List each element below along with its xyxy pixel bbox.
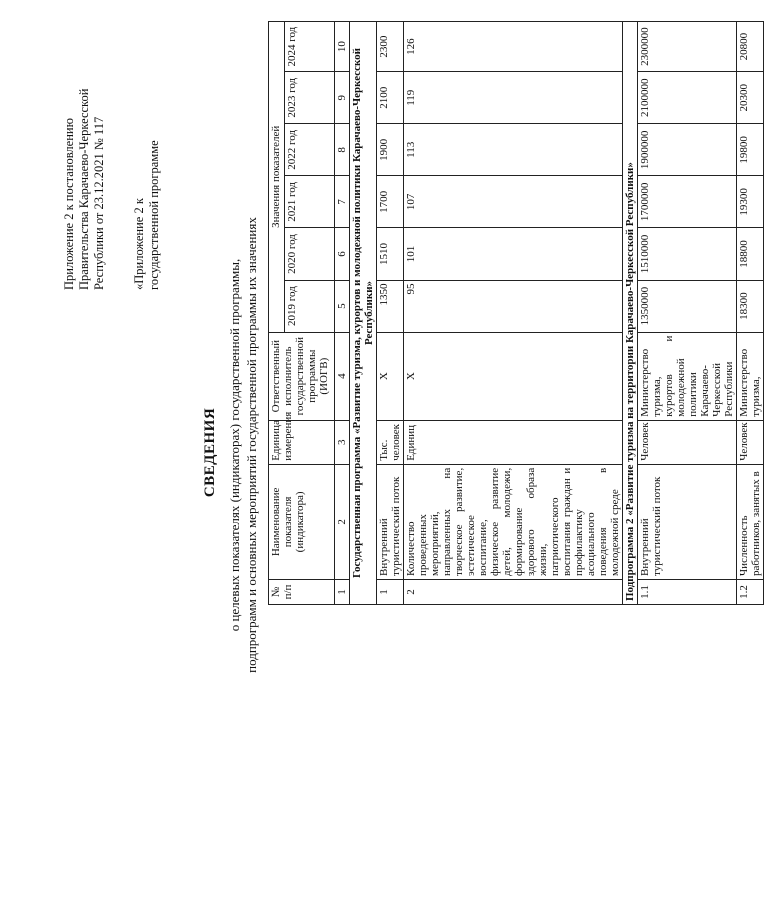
row-resp: Х	[377, 332, 404, 420]
section-program-title: Государственная программа «Развитие туризма, курортов и молодежной политики Карачаево-Черкесской Республики»	[350, 22, 377, 605]
row-value: 107	[404, 176, 623, 228]
row-value: 2100	[377, 72, 404, 124]
row-value: 126	[404, 22, 623, 72]
row-value: 101	[404, 228, 623, 280]
row-value: 1900000	[638, 124, 737, 176]
colnum: 9	[335, 72, 350, 124]
colnum: 5	[335, 280, 350, 332]
table-row	[404, 22, 623, 605]
row-name: Количество проведенных мероприятий, направленных на творческое развитие, эстетическое воспитание, физическое развитие детей, молодежи, формирование здорового образа жизни, патриотического воспитания граждан и профилактику асоциального поведения в молодежной среде	[404, 464, 623, 579]
annex-note	[132, 60, 162, 290]
row-value: 1700	[377, 176, 404, 228]
row-value: 1510	[377, 228, 404, 280]
approval-line-3: Республики от 23.12.2021 № 117	[92, 116, 106, 290]
colnum: 2	[335, 464, 350, 579]
colnum: 6	[335, 228, 350, 280]
row-resp: Х	[404, 332, 623, 420]
table-colnum-row	[335, 22, 350, 605]
row-num: 1.2	[737, 579, 764, 604]
row-resp: Министерство туризма, курортов и молодежной политики Карачаево-Черкесской Республики	[638, 332, 737, 420]
annex-line-1: «Приложение 2 к	[132, 198, 146, 290]
table-row	[737, 22, 764, 605]
approval-line-2: Правительства Карачаево-Черкесской	[77, 88, 91, 290]
row-value: 1510000	[638, 228, 737, 280]
row-value: 19300	[737, 176, 764, 228]
row-name: Внутренний туристический поток	[638, 464, 737, 579]
row-value: 1900	[377, 124, 404, 176]
colnum: 1	[335, 579, 350, 604]
year-header: 2019 год	[285, 280, 335, 332]
colnum: 7	[335, 176, 350, 228]
row-num: 1.1	[638, 579, 737, 604]
row-num: 2	[404, 579, 623, 604]
table-header-row	[269, 22, 285, 605]
row-value: 95	[404, 280, 623, 332]
section-subprogram-title: Подпрограмма 2 «Развитие туризма на территории Карачаево-Черкесской Республики»	[623, 22, 638, 605]
approval-line-1: Приложение 2 к постановлению	[62, 118, 76, 290]
row-value: 1700000	[638, 176, 737, 228]
subtitle-line-1: о целевых показателях (индикаторах) государственной программы,	[227, 258, 242, 632]
colnum: 3	[335, 420, 350, 464]
header-num: № п/п	[269, 579, 335, 604]
row-unit: Тыс. человек	[377, 420, 404, 464]
year-header: 2020 год	[285, 228, 335, 280]
year-header: 2023 год	[285, 72, 335, 124]
colnum: 10	[335, 22, 350, 72]
indicators-table	[268, 21, 764, 605]
row-unit: Человек	[638, 420, 737, 464]
header-name: Наименование показателя (индикатора)	[269, 464, 335, 579]
row-value: 2100000	[638, 72, 737, 124]
row-resp: Министерство туризма,	[737, 332, 764, 420]
row-num: 1	[377, 579, 404, 604]
row-value: 119	[404, 72, 623, 124]
header-resp: Ответственный исполнитель государственной программы (ИОГВ)	[269, 332, 335, 420]
row-name: Внутренний туристический поток	[377, 464, 404, 579]
row-value: 2300000	[638, 22, 737, 72]
year-header: 2024 год	[285, 22, 335, 72]
section-row-subprogram	[623, 22, 638, 605]
table-row	[638, 22, 737, 605]
row-value: 1350	[377, 280, 404, 332]
annex-line-2: государственной программе	[147, 140, 161, 290]
row-value: 113	[404, 124, 623, 176]
section-row-program	[350, 22, 377, 605]
colnum: 8	[335, 124, 350, 176]
year-header: 2021 год	[285, 176, 335, 228]
header-values: Значения показателей	[269, 22, 285, 333]
year-header: 2022 год	[285, 124, 335, 176]
row-value: 18300	[737, 280, 764, 332]
header-unit: Единица измерения	[269, 420, 335, 464]
row-value: 2300	[377, 22, 404, 72]
row-value: 20300	[737, 72, 764, 124]
document-title: СВЕДЕНИЯ	[202, 407, 218, 498]
colnum: 4	[335, 332, 350, 420]
table-row	[377, 22, 404, 605]
row-value: 1350000	[638, 280, 737, 332]
subtitle-line-2: подпрограмм и основных мероприятий государственной программы их значениях	[244, 217, 259, 673]
row-value: 20800	[737, 22, 764, 72]
row-name: Численность работников, занятых в	[737, 464, 764, 579]
row-value: 18800	[737, 228, 764, 280]
row-unit: Единиц	[404, 420, 623, 464]
row-unit: Человек	[737, 420, 764, 464]
approval-note	[62, 60, 107, 290]
row-value: 19800	[737, 124, 764, 176]
